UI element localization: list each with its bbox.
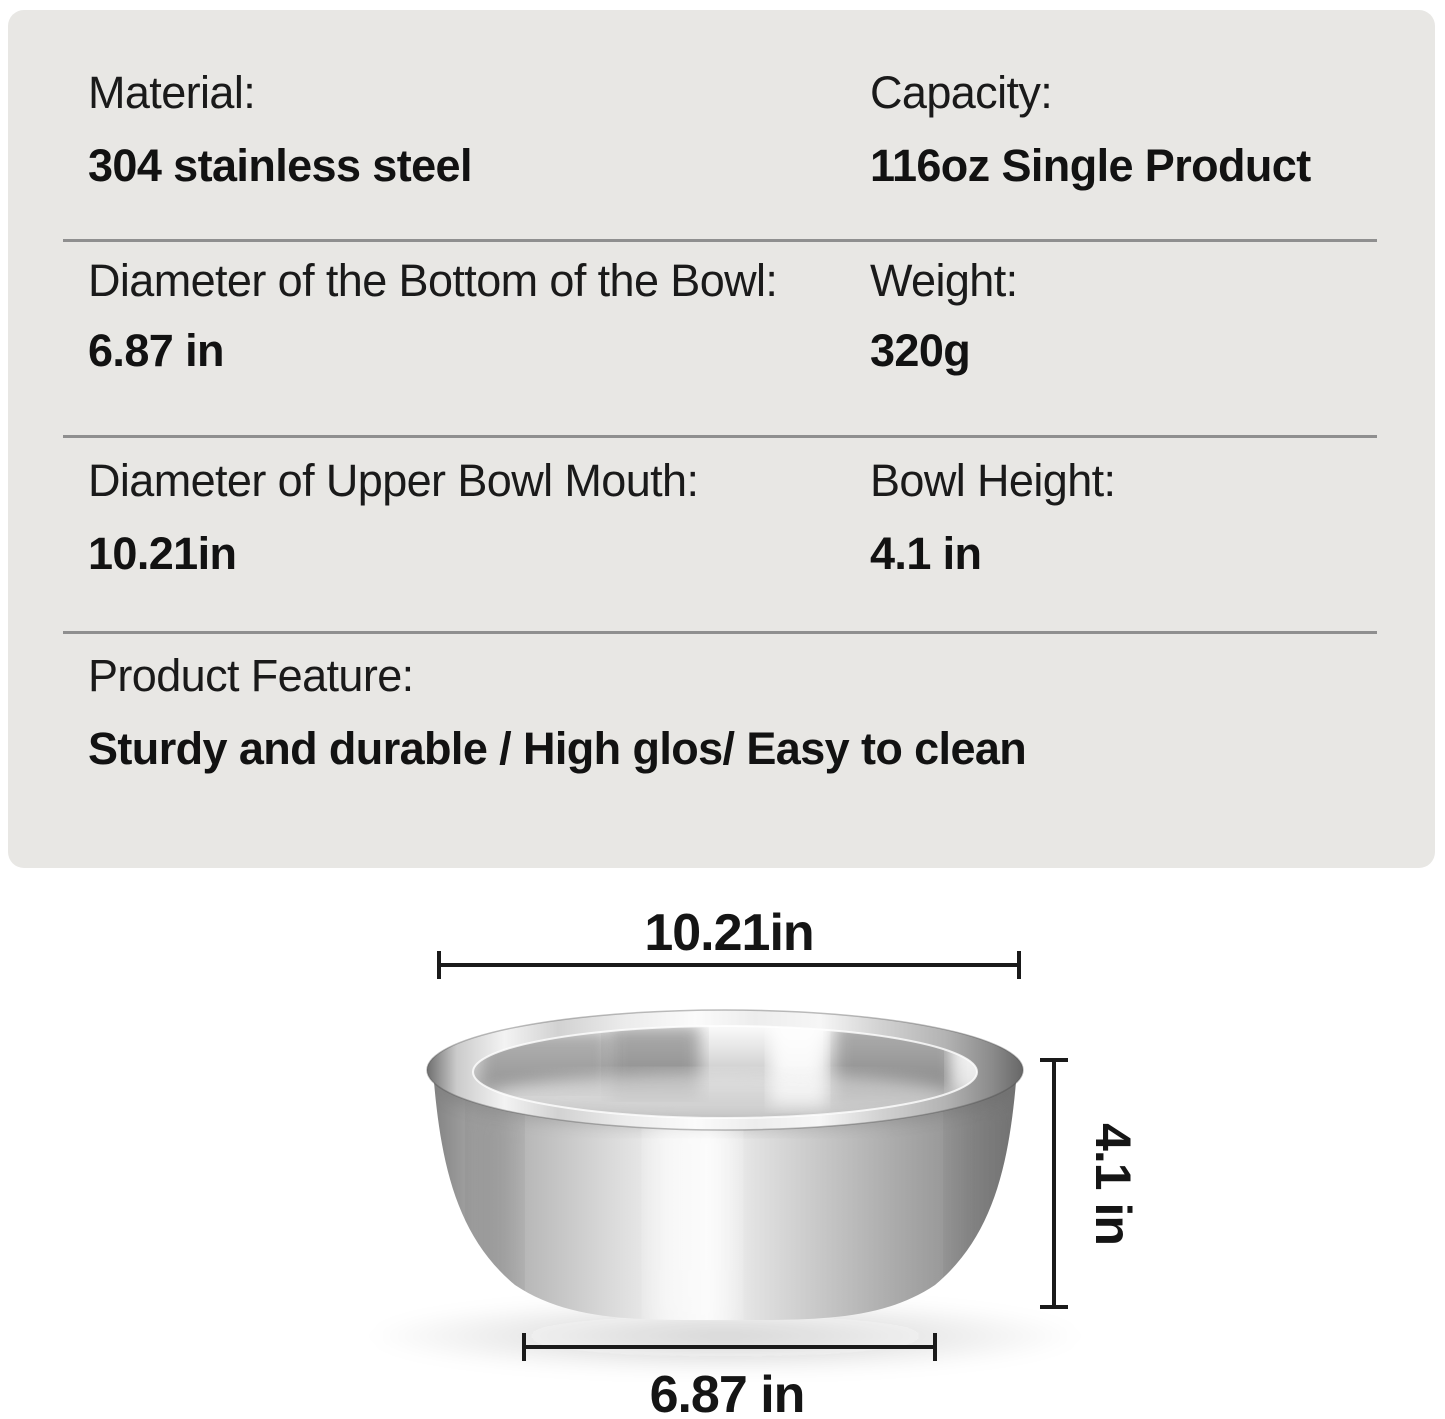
bowl-photo — [427, 1010, 1023, 1340]
mouth-diameter-label: Diameter of Upper Bowl Mouth: — [88, 455, 699, 506]
product-feature-label: Product Feature: — [88, 650, 414, 701]
height-dimension — [1040, 1060, 1068, 1307]
product-feature-value: Sturdy and durable / High glos/ Easy to clean — [88, 723, 1027, 774]
weight-label: Weight: — [870, 255, 1018, 306]
bottom-diameter-label: Diameter of the Bottom of the Bowl: — [88, 255, 778, 306]
bowl-height-value: 4.1 in — [870, 528, 982, 579]
bowl-height-label: Bowl Height: — [870, 455, 1116, 506]
capacity-value: 116oz Single Product — [870, 140, 1311, 191]
material-value: 304 stainless steel — [88, 140, 472, 191]
bottom-diameter-value: 6.87 in — [88, 325, 224, 376]
material-label: Material: — [88, 67, 256, 118]
bottom-width-dimension-label: 6.87 in — [649, 1366, 805, 1419]
height-dimension-label: 4.1 in — [1085, 1123, 1141, 1245]
capacity-label: Capacity: — [870, 67, 1053, 118]
mouth-diameter-value: 10.21in — [88, 528, 237, 579]
top-width-dimension-label: 10.21in — [644, 904, 814, 962]
weight-value: 320g — [870, 325, 971, 376]
